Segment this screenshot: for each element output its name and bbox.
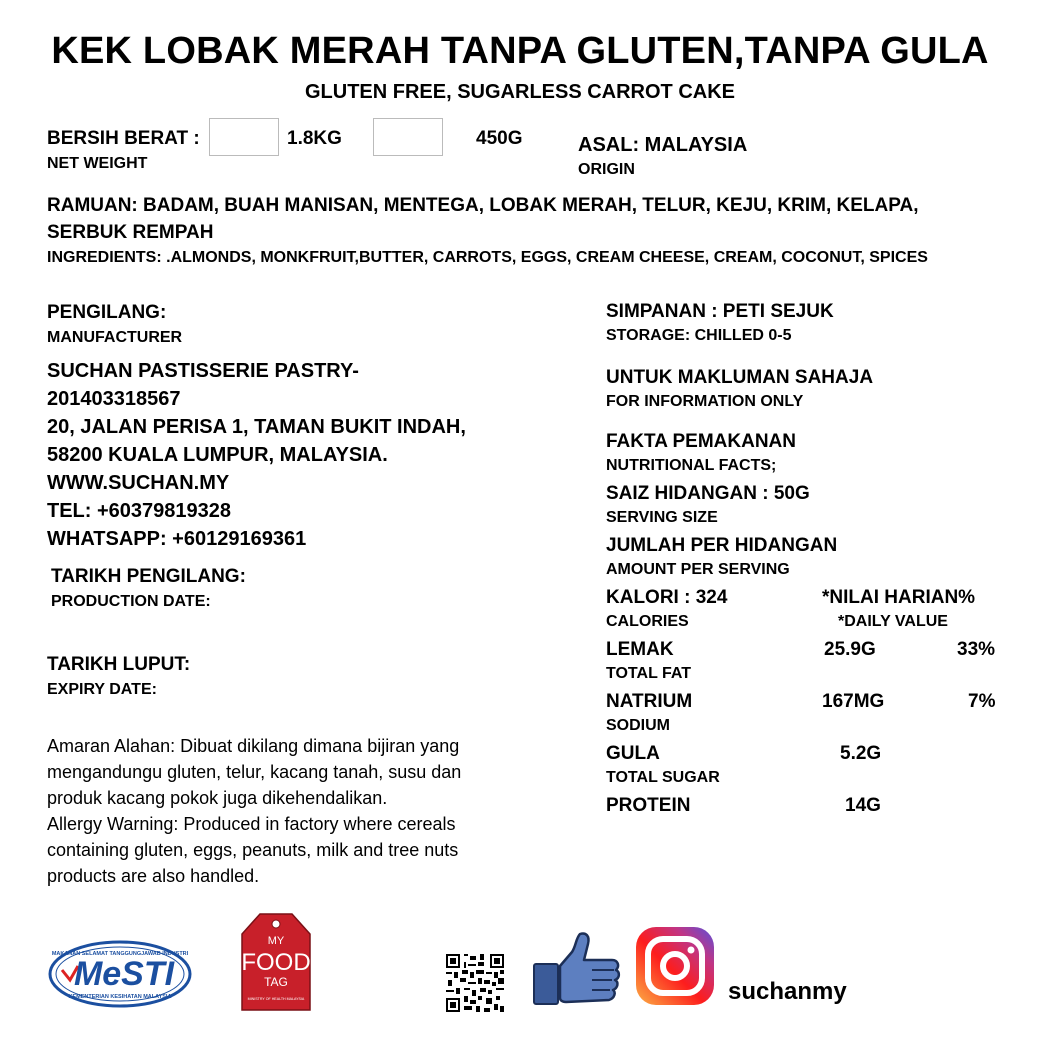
mesti-top-text: MAKANAN SELAMAT TANGGUNGJAWAB INDUSTRI [51,951,189,957]
website-link[interactable]: WWW.SUCHAN.MY [47,472,230,494]
nutrient-label-en: SODIUM [606,717,670,734]
net-weight-label: BERSIH BERAT : [47,128,200,149]
mesti-text: MeSTI [73,955,175,993]
nutrient-label: NATRIUM [606,691,693,712]
myfood-my: MY [267,935,285,947]
weight-checkbox-1[interactable] [209,118,279,156]
amount-per-serving: JUMLAH PER HIDANGAN [606,535,838,556]
manufacturer-line: 20, JALAN PERISA 1, TAMAN BUKIT INDAH, [47,416,466,438]
mesti-bottom-text: KEMENTERIAN KESIHATAN MALAYSIA [68,994,172,1000]
whatsapp-number: WHATSAPP: +60129169361 [47,528,307,550]
production-date-label: TARIKH PENGILANG: [51,566,246,587]
manufacturer-line: 58200 KUALA LUMPUR, MALAYSIA. [47,444,388,466]
nutrition-title: FAKTA PEMAKANAN [606,431,796,452]
amount-per-serving-en: AMOUNT PER SERVING [606,561,790,578]
manufacturer-label: PENGILANG: [47,302,167,323]
warning-line: mengandungu gluten, telur, kacang tanah, susu dan [47,762,462,782]
thumbs-up-icon[interactable] [532,930,622,1008]
info-label-en: FOR INFORMATION ONLY [606,393,804,410]
nutrient-amount: 167MG [822,691,885,712]
nutrient-daily-value: 7% [968,691,996,712]
production-date-label-en: PRODUCTION DATE: [51,593,211,610]
mesti-logo [48,940,193,1008]
warning-line: containing gluten, eggs, peanuts, milk and tree nuts [47,840,459,860]
nutrition-title-en: NUTRITIONAL FACTS; [606,457,777,474]
nutrient-amount: 5.2G [840,743,882,764]
daily-value-header: *NILAI HARIAN% [822,587,976,608]
storage-label-en: STORAGE: CHILLED 0-5 [606,327,792,344]
expiry-date-label-en: EXPIRY DATE: [47,681,157,698]
nutrient-label: GULA [606,743,660,764]
social-handle[interactable]: suchanmy [728,978,847,1005]
origin-label: ASAL: MALAYSIA [578,134,748,156]
myfood-tag-logo [240,912,312,1012]
allergy-warning [47,733,517,889]
instagram-icon[interactable] [634,925,716,1007]
qr-code-icon[interactable] [444,952,506,1014]
product-subtitle: GLUTEN FREE, SUGARLESS CARROT CAKE [304,81,736,103]
serving-size: SAIZ HIDANGAN : 50G [606,483,810,504]
calories-en: CALORIES [606,613,689,630]
nutrient-label-en: TOTAL FAT [606,665,692,682]
nutrient-label: LEMAK [606,639,674,660]
myfood-food: FOOD [241,949,311,976]
phone-number: TEL: +60379819328 [47,500,232,522]
manufacturer-label-en: MANUFACTURER [47,329,183,346]
net-weight-label-en: NET WEIGHT [47,155,148,172]
manufacturer-line: 201403318567 [47,388,181,410]
daily-value-header-en: *DAILY VALUE [838,613,948,630]
origin-label-en: ORIGIN [578,161,635,178]
myfood-ministry: MINISTRY OF HEALTH MALAYSIA [247,997,305,1001]
weight-option-1: 1.8KG [287,128,342,149]
nutrient-label-en: TOTAL SUGAR [606,769,720,786]
product-title: KEK LOBAK MERAH TANPA GLUTEN,TANPA GULA [51,30,989,72]
nutrient-daily-value: 33% [957,639,996,660]
weight-option-2: 450G [476,128,523,149]
myfood-tag: TAG [264,975,288,989]
warning-line: Allergy Warning: Produced in factory where cereals [47,814,456,834]
warning-line: produk kacang pokok juga dikehendalikan. [47,788,388,808]
nutrient-amount: 14G [845,795,881,816]
ingredients-line-2: SERBUK REMPAH [47,222,214,243]
nutrient-amount: 25.9G [824,639,876,660]
weight-checkbox-2[interactable] [373,118,443,156]
calories: KALORI : 324 [606,587,728,608]
info-label: UNTUK MAKLUMAN SAHAJA [606,367,874,388]
ingredients-en: INGREDIENTS: .ALMONDS, MONKFRUIT,BUTTER, CARROTS, EGGS, CREAM CHEESE, CREAM, COCONUT, SPICES [47,249,928,266]
warning-line: Amaran Alahan: Dibuat dikilang dimana bijiran yang [47,736,460,756]
warning-line: products are also handled. [47,866,260,886]
serving-size-en: SERVING SIZE [606,509,718,526]
ingredients-line-1: RAMUAN: BADAM, BUAH MANISAN, MENTEGA, LOBAK MERAH, TELUR, KEJU, KRIM, KELAPA, [47,195,919,216]
nutrient-label: PROTEIN [606,795,691,816]
expiry-date-label: TARIKH LUPUT: [47,654,191,675]
manufacturer-line: SUCHAN PASTISSERIE PASTRY- [47,360,359,382]
storage-label: SIMPANAN : PETI SEJUK [606,301,834,322]
